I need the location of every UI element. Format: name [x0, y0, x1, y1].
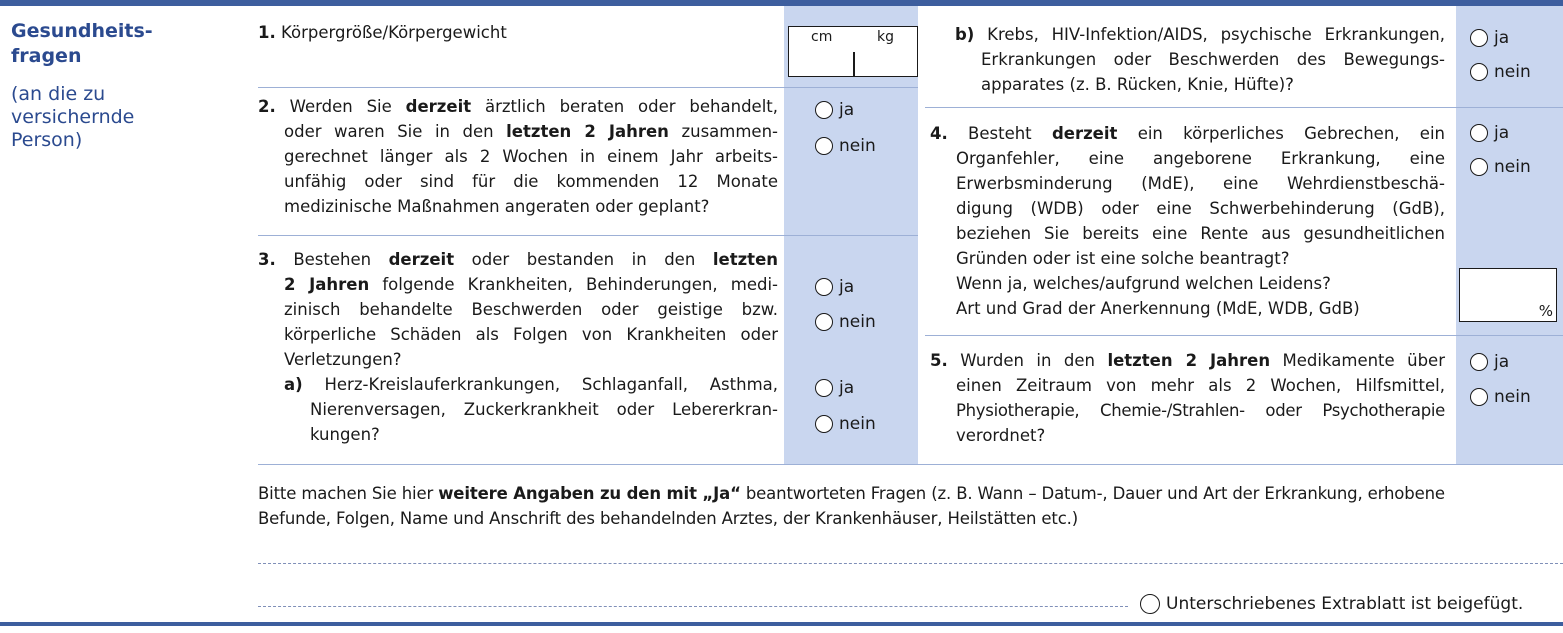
divider-footer	[258, 464, 1563, 465]
radio-circle-icon	[1470, 388, 1488, 406]
weight-unit-label: kg	[877, 29, 894, 45]
radio-circle-icon	[1470, 158, 1488, 176]
question-4: 4. Besteht derzeit ein körperliches Gebrechen, ein Organfehler, eine angeborene Erkrankung, eine Erwerbsminderung (MdE), eine Wehrdienstbeschä- digung (WDB) oder eine Schwerbehinderung (GdB), beziehen Sie bereits eine Rente aus gesundheitlichen Gründen oder ist eine solche beantragt? Wenn ja, welches/aufgrund welchen Leidens? Art und Grad der Anerkennung (MdE, WDB, GdB)	[930, 124, 1445, 318]
q5-option-ja[interactable]: ja	[1470, 352, 1509, 372]
q4-option-ja[interactable]: ja	[1470, 123, 1509, 143]
additional-info-line-1[interactable]	[258, 563, 1563, 564]
q2-option-ja[interactable]: ja	[815, 100, 854, 120]
question-3: 3. Bestehen derzeit oder bestanden in den letzten 2 Jahren folgende Krankheiten, Behinderungen, medi- zinisch behandelte Beschwerden oder geistige bzw. körperliche Schäden als Folgen von Krankheiten oder Verletzungen? a) Herz-Kreislauferkrankungen, Schlaganfall, Asthma, Nierenversagen, Zuckerkrankheit oder Lebererkran- kungen?	[258, 250, 779, 444]
q5-option-nein[interactable]: nein	[1470, 387, 1531, 407]
q4-option-nein[interactable]: nein	[1470, 157, 1531, 177]
percent-sign: %	[1538, 302, 1553, 320]
top-rule	[0, 0, 1563, 6]
extra-sheet-checkbox[interactable]: Unterschriebenes Extrablatt ist beigefügt.	[1140, 594, 1523, 614]
q3a-option-ja[interactable]: ja	[815, 378, 854, 398]
radio-circle-icon	[815, 137, 833, 155]
additional-info-line-2[interactable]	[258, 606, 1128, 607]
q3-option-nein[interactable]: nein	[815, 312, 876, 332]
radio-circle-icon	[1470, 353, 1488, 371]
q3-option-ja[interactable]: ja	[815, 277, 854, 297]
radio-circle-icon	[1140, 594, 1160, 614]
bottom-rule	[0, 622, 1563, 626]
q3a-option-nein[interactable]: nein	[815, 414, 876, 434]
radio-circle-icon	[1470, 63, 1488, 81]
divider-q4	[925, 335, 1563, 336]
radio-circle-icon	[1470, 124, 1488, 142]
radio-circle-icon	[815, 101, 833, 119]
question-5: 5. Wurden in den letzten 2 Jahren Medikamente über einen Zeitraum von mehr als 2 Wochen, Hilfsmittel, Physiotherapie, Chemie-/Strahlen- oder Psychotherapie verordnet?	[930, 351, 1445, 445]
q2-option-nein[interactable]: nein	[815, 136, 876, 156]
degree-percent-field[interactable]	[1459, 268, 1557, 322]
question-1: 1. Körpergröße/Körpergewicht	[258, 23, 507, 42]
section-subtitle: (an die zu versichernde Person)	[11, 83, 135, 151]
field-divider	[853, 52, 855, 76]
height-unit-label: cm	[811, 29, 833, 45]
radio-circle-icon	[815, 313, 833, 331]
radio-circle-icon	[1470, 29, 1488, 47]
q3b-option-ja[interactable]: ja	[1470, 28, 1509, 48]
radio-circle-icon	[815, 379, 833, 397]
additional-info-instructions: Bitte machen Sie hier weitere Angaben zu den mit „Ja“ beantworteten Fragen (z. B. Wann – Datum-, Dauer und Art der Erkrankung, erhobene Befunde, Folgen, Name und Anschrift des behandelnden Arztes, der Krankenhäuser, Heilstätten etc.)	[258, 484, 1445, 528]
question-2: 2. Werden Sie derzeit ärztlich beraten oder behandelt, oder waren Sie in den letzten 2 Jahren zusammen- gerechnet länger als 2 Wochen in einem Jahr arbeits- unfähig oder sind für die kommenden 12 Monate medizinische Maßnahmen angeraten oder geplant?	[258, 97, 778, 216]
height-weight-field[interactable]	[788, 26, 918, 77]
q3b-option-nein[interactable]: nein	[1470, 62, 1531, 82]
section-title: Gesundheits- fragen	[11, 20, 153, 67]
radio-circle-icon	[815, 415, 833, 433]
radio-circle-icon	[815, 278, 833, 296]
divider-q2	[258, 235, 918, 236]
question-3b: b) Krebs, HIV-Infektion/AIDS, psychische Erkrankungen, Erkrankungen oder Beschwerden des Bewegungs- apparates (z. B. Rücken, Knie, Hüfte)?	[955, 25, 1445, 94]
divider-q1	[258, 87, 918, 88]
divider-q3b	[925, 107, 1563, 108]
